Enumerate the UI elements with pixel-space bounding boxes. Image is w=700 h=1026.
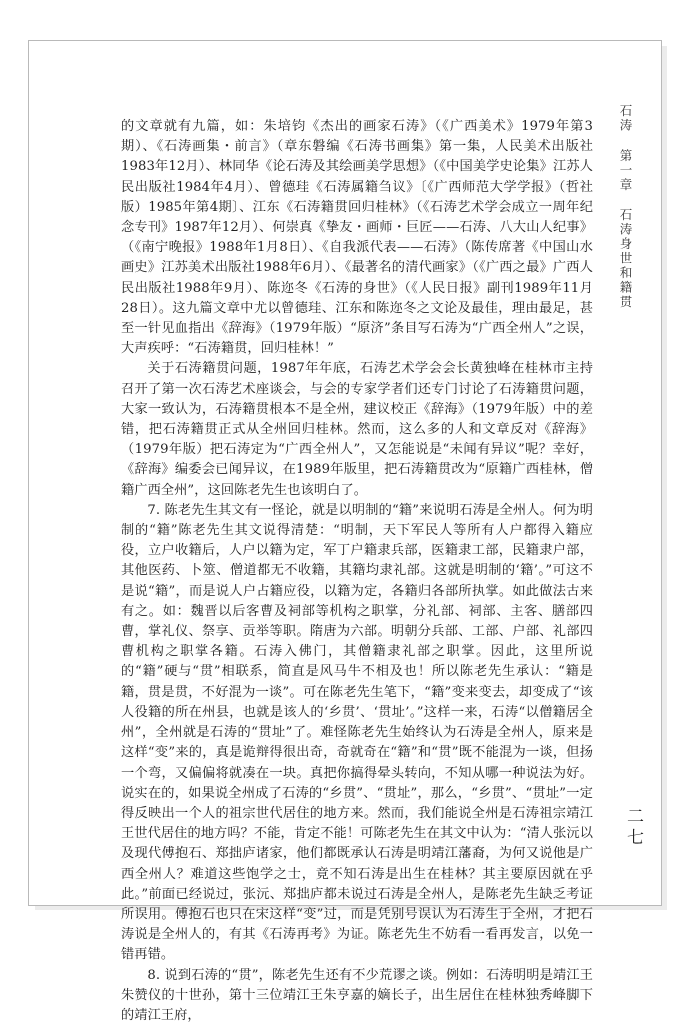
- paragraph-continued: 的文章就有九篇，如：朱培钧《杰出的画家石涛》（《广西美术》1979年第3期）、《石涛画集・前言》（章东磐编《石涛书画集》第一集，人民美术出版社1983年12月）、林同华《论石涛及其绘画美学思想》（《中国美学史论集》江苏人民出版社1984年4月）、曾德珪《石涛属籍刍议》〔《广西师范大学学报》（哲社版）1985年第4期〕、江东《石涛籍贯回归桂林》（《石涛艺术学会成立一周年纪念专刊》1987年12月）、何崇真《挚友・画师・巨匠——石涛、八大山人纪事》（《南宁晚报》1988年1月8日）、《自我派代表——石涛》（陈传席著《中国山水画史》江苏美术出版社1988年6月）、《最著名的清代画家》（《广西之最》广西人民出版社1988年9月）、陈迩冬《石涛的身世》（《人民日报》副刊1989年11月28日）。这九篇文章中尤以曾德珪、江东和陈迩冬之文论及最佳，理由最足，甚至一针见血指出《辞海》（1979年版）“原济”条目写石涛为“广西全州人”之误，大声疾呼：“石涛籍贯，回归桂林！”: [121, 119, 593, 357]
- paragraph: 7. 陈老先生其文有一怪论，就是以明制的“籍”来说明石涛是全州人。何为明制的“籍”陈老先生其文说得清楚：“明制，天下军民人等所有人户都得入籍应役，立户收籍后，人户以籍为定，军丁户籍隶兵部，医籍隶工部，民籍隶户部，其他医药、卜筮、僧道都无不收籍，其籍均隶礼部。这就是明制的‘籍’。”可这不是说“籍”，而是说人户占籍应役，以籍为定，各籍归各部所执掌。如此做法古来有之。如：魏晋以后客曹及祠部等机构之职掌，分礼部、祠部、主客、膳部四曹，掌礼仪、祭享、贡举等职。隋唐为六部。明朝分兵部、工部、户部、礼部四曹机构之职掌各籍。石涛入佛门，其僧籍隶礼部之职掌。因此，这里所说的“籍”硬与“贯”相联系，简直是风马牛不相及也！所以陈老先生承认：“籍是籍，贯是贯，不好混为一谈”。可在陈老先生笔下，“籍”变来变去，却变成了“该人役籍的所在州县，也就是该人的‘乡贯’、‘贯址’。”这样一来，石涛“以僧籍居全州”，全州就是石涛的“贯址”了。难怪陈老先生始终认为石涛是全州人，原来是这样“变”来的，真是诡辩得很出奇，奇就奇在“籍”和“贯”既不能混为一谈，但扬一个弯，又偏偏将就凑在一块。真把你搞得晕头转向，不知从哪一种说法为好。说实在的，如果说全州成了石涛的“乡贯”、“贯址”，那么，“乡贯”、“贯址”一定得反映出一个人的祖宗世代居住的地方来。然而，我们能说全州是石涛祖宗靖江王世代居住的地方吗？不能，肯定不能！可陈老先生在其文中认为：“清人张沅以及现代傅抱石、郑拙庐诸家，他们都既承认石涛是明靖江藩裔，为何又说他是广西全州人？难道这些饱学之士，竟不知石涛是出生在桂林？其主要原因就在乎此。”前面已经说过，张沅、郑拙庐都未说过石涛是全州人，是陈老先生缺乏考证所误用。傅抱石也只在宋这样“变”过，而是凭别号误认为石涛生于全州，才把石涛说是全州人的，有其《石涛再考》为证。陈老先生不妨看一看再发言，以免一错再错。: [121, 502, 593, 963]
- paragraph: 8. 说到石涛的“贯”，陈老先生还有不少荒谬之谈。例如：石涛明明是靖江王朱赞仪的十世孙，第十三位靖江王朱亨嘉的嫡长子，出生居住在桂林独秀峰脚下的靖江王府，: [121, 967, 593, 1023]
- header-chapter: 第一章: [618, 148, 633, 193]
- header-section-title: 石涛身世和籍贯: [618, 208, 633, 310]
- body-text: [121, 117, 593, 1026]
- running-header: [617, 104, 633, 310]
- page-number: 二七: [623, 807, 643, 849]
- header-book-title: 石涛: [618, 104, 633, 133]
- paragraph: 关于石涛籍贯问题，1987年年底，石涛艺术学会会长黄独峰在桂林市主持召开了第一次石涛艺术座谈会，与会的专家学者们还专门讨论了石涛籍贯问题，大家一致认为，石涛籍贯根本不是全州，建议校正《辞海》（1979年版）中的差错，把石涛籍贯正式从全州回归桂林。然而，这么多的人和文章反对《辞海》（1979年版）把石涛定为“广西全州人”，又怎能说是“未闻有异议”呢？幸好，《辞海》编委会已闻异议，在1989年版里，把石涛籍贯改为“原籍广西桂林，僧籍广西全州”，这回陈老先生也该明白了。: [121, 361, 593, 498]
- book-page: [28, 40, 662, 1023]
